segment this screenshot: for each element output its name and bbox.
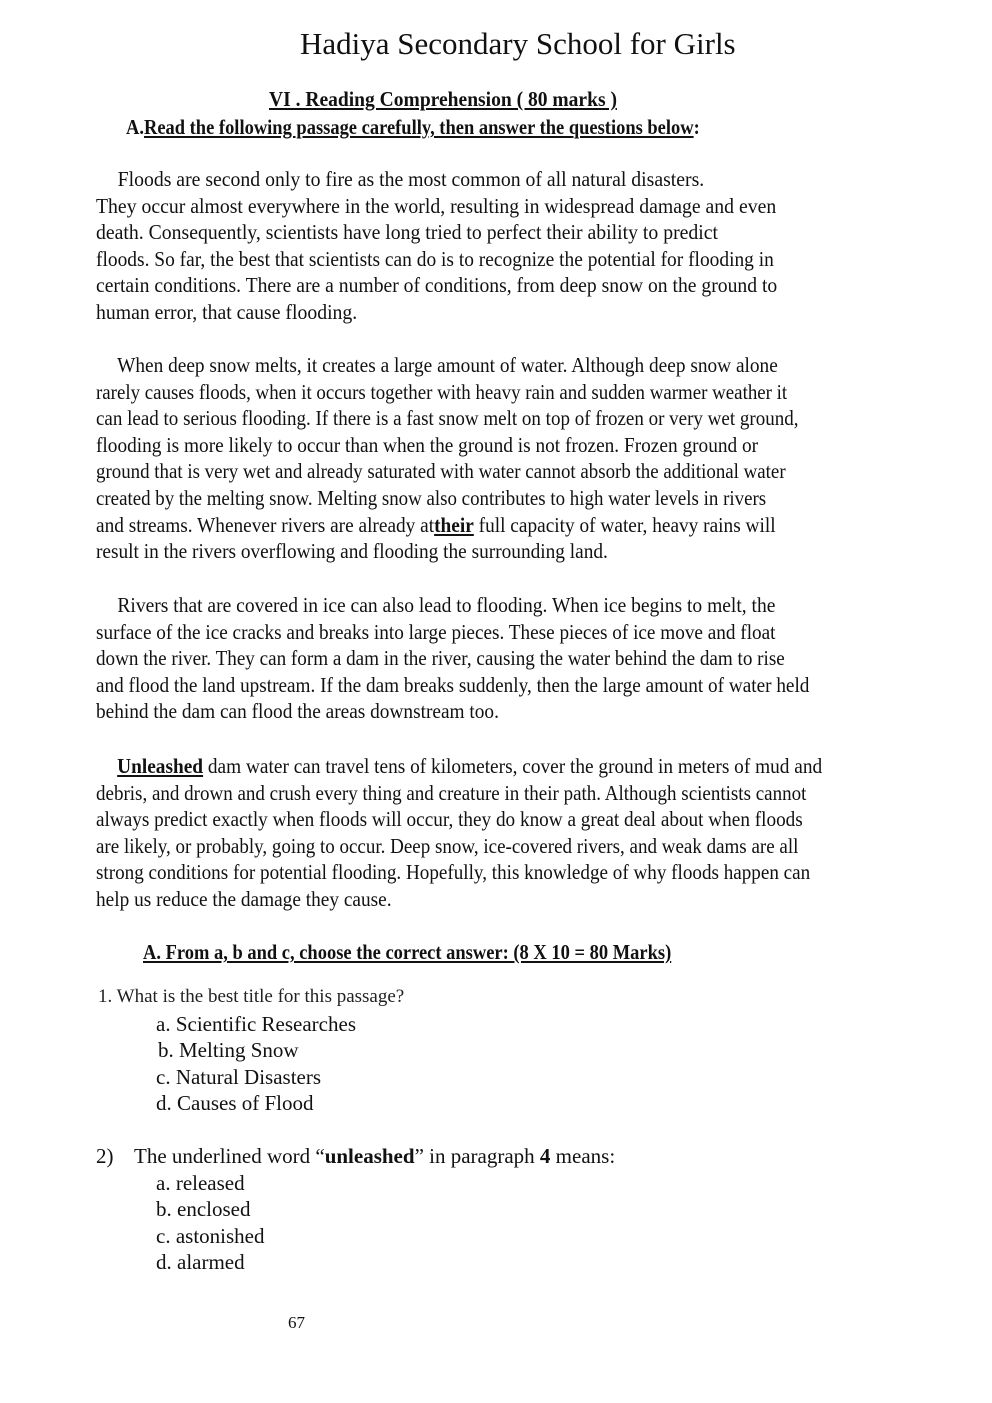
passage-line [96,512,810,539]
answer-option-b[interactable]: b. Melting Snow [158,1038,299,1062]
question-1 [98,984,404,1117]
passage-line: always predict exactly when floods will occur, they do know a great deal about when floods [96,807,803,832]
passage-line: down the river. They can form a dam in the river, causing the water behind the dam to rise [96,646,785,671]
question-stem [98,984,404,1011]
emphasized-word-unleashed: Unleashed [117,754,204,778]
passage-line: Floods are second only to fire as the most common of all natural disasters. [117,167,705,191]
question-number: 1. [98,986,113,1007]
line-text: and streams. Whenever rivers are already at [96,512,435,537]
question-text: means: [550,1144,616,1168]
answer-option-d[interactable]: d. alarmed [156,1250,245,1274]
passage-line: rarely causes floods, when it occurs together with heavy rain and sudden warmer weather it [96,379,788,404]
passage-line: surface of the ice cracks and breaks into large pieces. These pieces of ice move and float [96,619,776,644]
instruction-prefix: A. [126,115,144,139]
passage-line: and flood the land upstream. If the dam breaks suddenly, then the large amount of water held [96,672,810,697]
answer-option-c[interactable]: c. astonished [156,1223,265,1248]
passage-line: help us reduce the damage they cause. [96,886,392,911]
question-text: The underlined word “ [134,1144,325,1168]
question-keyword: unleashed [324,1144,415,1168]
answer-option-a[interactable]: a. released [156,1170,245,1195]
school-name-title: Hadiya Secondary School for Girls [300,26,736,61]
passage-line: When deep snow melts, it creates a large amount of water. Although deep snow alone [117,353,778,377]
passage-paragraph-2 [96,352,872,565]
passage-line: debris, and drown and crush every thing and creature in their path. Although scientists cannot [96,780,807,805]
passage-line: human error, that cause flooding. [96,299,358,324]
passage-line: ground that is very wet and already saturated with water cannot absorb the additional water [96,459,786,484]
instruction-text: Read the following passage carefully, then answer the questions below [143,115,694,139]
passage-instruction [126,114,700,140]
answer-option-a[interactable]: a. Scientific Researches [156,1011,356,1036]
passage-line: can lead to serious flooding. If there is a fast snow melt on top of frozen or very wet ground, [96,406,799,431]
question-text: What is the best title for this passage? [116,986,405,1007]
question-text: ” in paragraph [414,1144,540,1168]
page-number: 67 [288,1313,305,1332]
passage-line: floods. So far, the best that scientists can do is to recognize the potential for flooding in [96,246,774,271]
answer-option-c[interactable]: c. Natural Disasters [156,1064,322,1089]
answer-option-b[interactable]: b. enclosed [156,1197,251,1221]
question-number: 2) [96,1144,114,1168]
emphasized-word-their: their [434,512,474,537]
passage-paragraph-1 [96,166,829,326]
passage-line: They occur almost everywhere in the world, resulting in widespread damage and even [96,193,777,218]
section-heading: VI . Reading Comprehension ( 80 marks ) [269,87,617,111]
instruction-suffix: : [693,115,700,139]
answer-option-d[interactable]: d. Causes of Flood [156,1091,314,1115]
passage-paragraph-4 [96,753,885,913]
passage-line: Rivers that are covered in ice can also lead to flooding. When ice begins to melt, the [117,593,776,617]
passage-paragraph-3 [96,592,876,725]
passage-line: created by the melting snow. Melting snow also contributes to high water levels in rivers [96,485,767,510]
line-text: dam water can travel tens of kilometers, cover the ground in meters of mud and [203,754,823,778]
question-stem [96,1143,615,1170]
passage-line: death. Consequently, scientists have long tried to perfect their ability to predict [96,220,719,245]
passage-line: are likely, or probably, going to occur. Deep snow, ice-covered rivers, and weak dams are all [96,833,799,858]
passage-line [96,753,822,780]
passage-line: result in the rivers overflowing and flooding the surrounding land. [96,539,608,564]
passage-line: certain conditions. There are a number of conditions, from deep snow on the ground to [96,273,778,298]
line-text: full capacity of water, heavy rains will [473,512,776,537]
questions-heading: A. From a, b and c, choose the correct answer: (8 X 10 = 80 Marks) [143,940,672,964]
paragraph-number: 4 [539,1144,551,1168]
question-2 [96,1143,615,1276]
passage-line: behind the dam can flood the areas downstream too. [96,699,499,724]
passage-line: flooding is more likely to occur than when the ground is not frozen. Frozen ground or [96,432,759,457]
passage-line: strong conditions for potential flooding. Hopefully, this knowledge of why floods happen can [96,860,811,885]
